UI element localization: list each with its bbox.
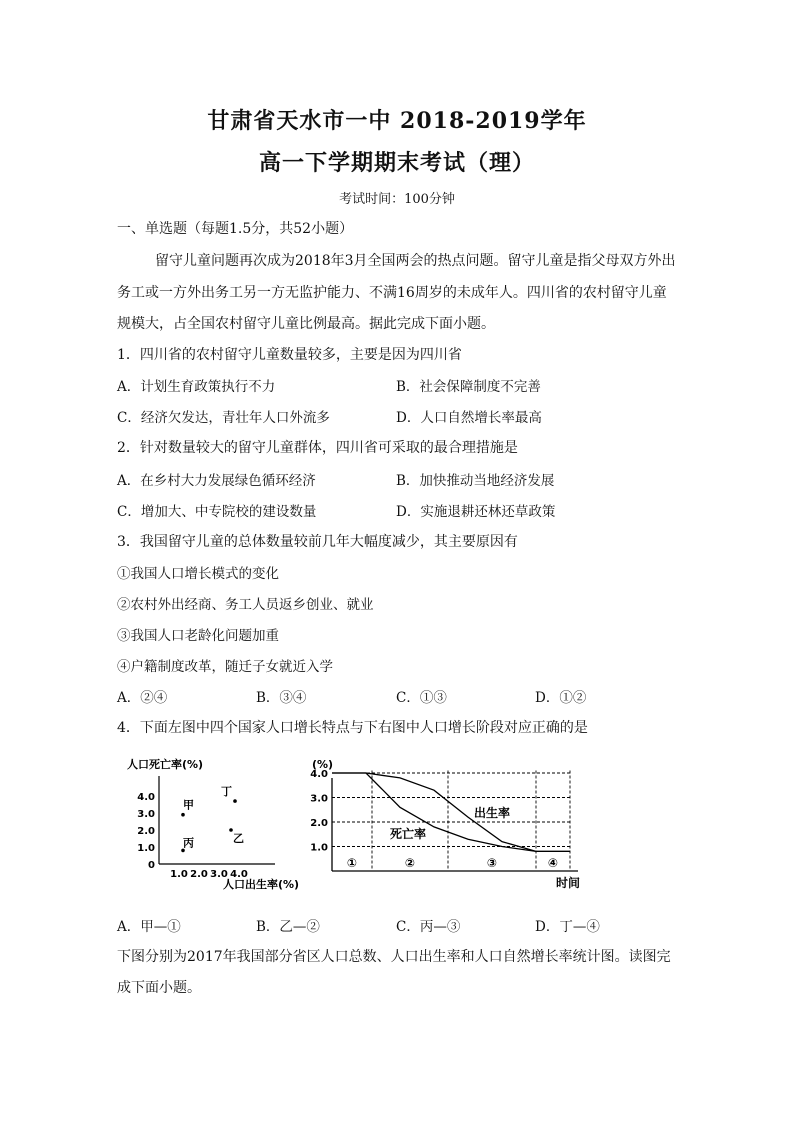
q4-stem: 4．下面左图中四个国家人口增长特点与下右图中人口增长阶段对应正确的是 [117, 720, 588, 736]
q3-item-3: ③我国人口老龄化问题加重 [117, 628, 279, 644]
q2-option-c: C．增加大、中专院校的建设数量 [117, 504, 317, 520]
scatter-point [181, 813, 185, 817]
birth-rate-line [332, 773, 570, 851]
passage2-line1: 下图分别为2017年我国部分省区人口总数、人口出生率和人口自然增长率统计图。读图完 [117, 949, 671, 965]
series-label-death: 死亡率 [390, 827, 427, 841]
scatter-xtick: 4.0 [230, 869, 248, 880]
passage1-line3: 规模大，占全国农村留守儿童比例最高。据此完成下面小题。 [117, 316, 495, 332]
q2-stem: 2．针对数量较大的留守儿童群体，四川省可采取的最合理措施是 [117, 440, 518, 456]
scatter-ytick: 1.0 [137, 843, 155, 854]
q2-option-d: D．实施退耕还林还草政策 [396, 504, 556, 520]
exam-title-line1: 甘肃省天水市一中 2018-2019学年 [207, 108, 587, 134]
transition-ytick: 3.0 [310, 793, 328, 805]
q1-option-a: A．计划生育政策执行不力 [117, 379, 276, 395]
series-label-birth: 出生率 [474, 806, 511, 820]
stage-label: ③ [486, 856, 498, 870]
transition-ytick: 2.0 [310, 818, 328, 829]
scatter-xtick: 2.0 [190, 869, 208, 880]
scatter-ylabel: 人口死亡率(%) [127, 758, 204, 771]
scatter-ytick: 3.0 [137, 809, 155, 820]
stage-label: ④ [547, 856, 559, 870]
q4-option-b: B．乙—② [256, 919, 320, 935]
passage1-line1: 留守儿童问题再次成为2018年3月全国两会的热点问题。留守儿童是指父母双方外出 [155, 253, 676, 269]
transition-ytick: 4.0 [310, 769, 328, 780]
transition-xlabel: 时间 [556, 876, 581, 890]
scatter-point-label: 乙 [233, 832, 244, 845]
scatter-ytick: 4.0 [137, 792, 155, 803]
transition-chart [308, 756, 586, 894]
scatter-point-label: 甲 [183, 798, 194, 812]
scatter-point-label: 丙 [183, 836, 194, 850]
scatter-point-label: 丁 [221, 785, 232, 799]
q1-option-b: B．社会保障制度不完善 [396, 379, 541, 395]
scatter-chart [125, 752, 310, 894]
q1-option-d: D．人口自然增长率最高 [396, 410, 542, 426]
q3-item-2: ②农村外出经商、务工人员返乡创业、就业 [117, 597, 374, 613]
passage2-line2: 成下面小题。 [117, 980, 201, 996]
q2-option-b: B．加快推动当地经济发展 [396, 473, 555, 489]
q4-option-d: D．丁—④ [535, 919, 600, 935]
scatter-ytick: 2.0 [137, 826, 155, 837]
scatter-xtick: 1.0 [170, 869, 188, 880]
scatter-ytick: 0 [148, 860, 155, 871]
q3-option-d: D．①② [535, 690, 587, 706]
scatter-point [233, 799, 237, 803]
q3-stem: 3．我国留守儿童的总体数量较前几年大幅度减少，其主要原因有 [117, 534, 518, 550]
passage1-line2: 务工或一方外出务工另一方无监护能力、不满16周岁的未成年人。四川省的农村留守儿童 [117, 285, 667, 301]
q4-option-c: C．丙—③ [396, 919, 461, 935]
q3-option-c: C．①③ [396, 690, 447, 706]
q1-option-c: C．经济欠发达，青壮年人口外流多 [117, 410, 330, 426]
q3-option-b: B．③④ [256, 690, 307, 706]
q2-option-a: A．在乡村大力发展绿色循环经济 [117, 473, 316, 489]
q3-option-a: A．②④ [117, 690, 168, 706]
exam-title-line2: 高一下学期期末考试（理） [258, 150, 535, 176]
q3-item-1: ①我国人口增长模式的变化 [117, 566, 279, 582]
death-rate-line [332, 773, 570, 851]
transition-ytick: 1.0 [310, 842, 328, 854]
scatter-xlabel: 人口出生率(%) [223, 878, 300, 891]
q1-stem: 1．四川省的农村留守儿童数量较多，主要是因为四川省 [117, 347, 462, 363]
stage-label: ① [346, 856, 358, 870]
section-heading: 一、单选题（每题1.5分，共52小题） [117, 221, 354, 237]
exam-time: 考试时间：100分钟 [339, 192, 455, 207]
stage-label: ② [404, 856, 416, 870]
scatter-xtick: 3.0 [210, 869, 228, 880]
q4-option-a: A．甲—① [117, 919, 181, 935]
transition-ylabel: (%) [312, 758, 334, 771]
q3-item-4: ④户籍制度改革，随迁子女就近入学 [117, 659, 333, 675]
